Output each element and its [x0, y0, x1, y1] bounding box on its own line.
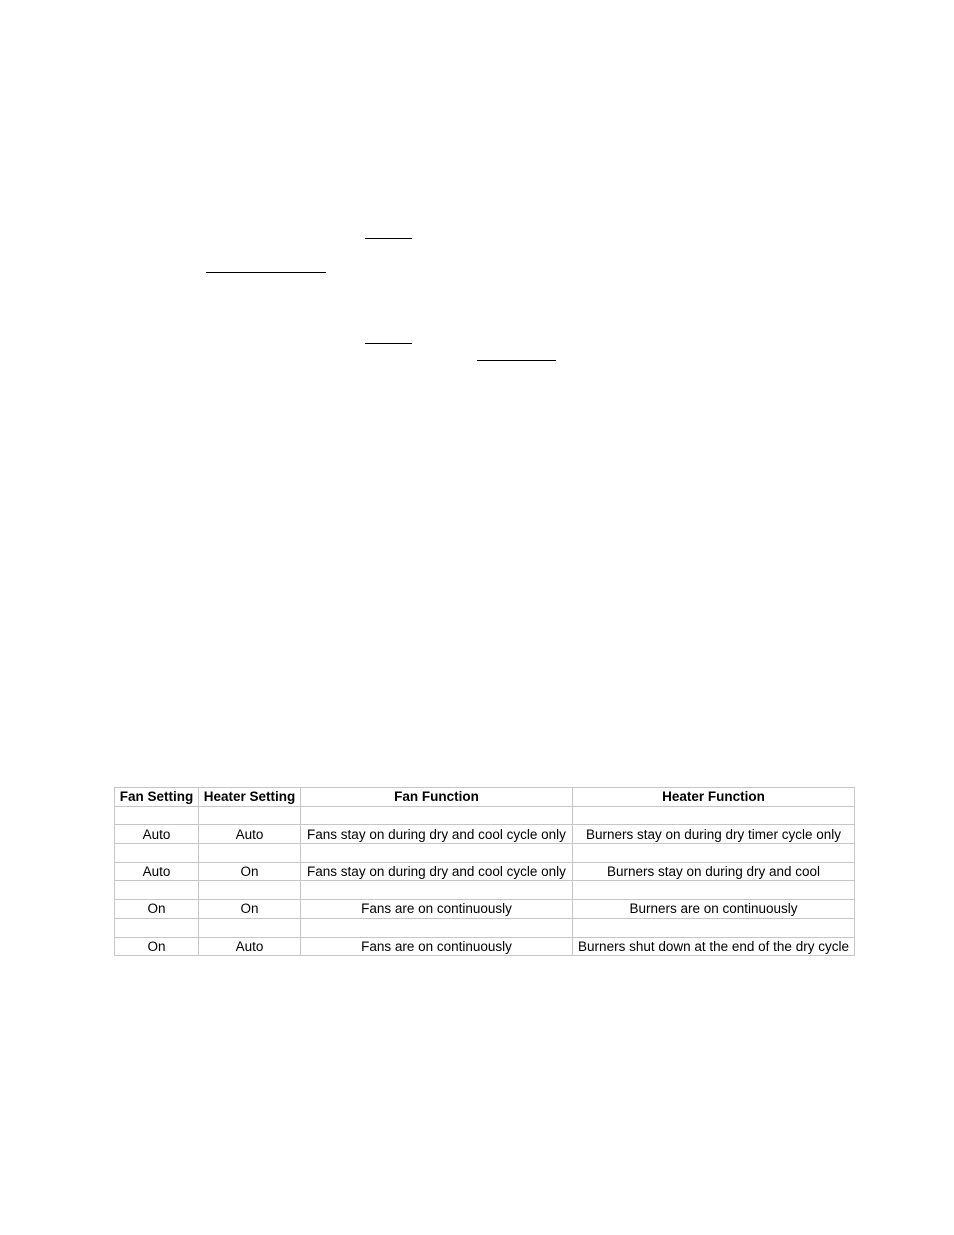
fan-setting-cell: Auto	[115, 862, 199, 881]
heater-setting-cell: Auto	[199, 825, 301, 844]
table-row	[115, 806, 855, 825]
table-row	[115, 900, 855, 919]
table-cell	[573, 918, 855, 937]
table-cell	[115, 844, 199, 863]
heater-setting-cell: On	[199, 862, 301, 881]
fan-setting-cell: On	[115, 937, 199, 956]
fan-function-cell: Fans stay on during dry and cool cycle only	[301, 862, 573, 881]
header-fan-setting: Fan Setting	[115, 788, 199, 807]
heater-setting-cell: On	[199, 900, 301, 919]
table-cell	[301, 881, 573, 900]
fan-function-cell: Fans are on continuously	[301, 900, 573, 919]
table-cell	[199, 881, 301, 900]
fan-function-cell: Fans stay on during dry and cool cycle only	[301, 825, 573, 844]
fan-function-cell: Fans are on continuously	[301, 937, 573, 956]
header-fan-function: Fan Function	[301, 788, 573, 807]
underline-rule	[365, 343, 412, 344]
fan-setting-cell: On	[115, 900, 199, 919]
header-heater-setting: Heater Setting	[199, 788, 301, 807]
table-cell	[301, 844, 573, 863]
table-cell	[573, 806, 855, 825]
table-cell	[301, 918, 573, 937]
table-cell	[199, 806, 301, 825]
table-row	[115, 918, 855, 937]
table-row	[115, 844, 855, 863]
heater-function-cell: Burners stay on during dry timer cycle only	[573, 825, 855, 844]
table-header-row	[115, 788, 855, 807]
underline-rule	[365, 238, 412, 239]
table-cell	[573, 881, 855, 900]
underline-rule	[206, 272, 326, 273]
header-heater-function: Heater Function	[573, 788, 855, 807]
table-cell	[199, 844, 301, 863]
heater-function-cell: Burners stay on during dry and cool	[573, 862, 855, 881]
table-cell	[115, 918, 199, 937]
table-cell	[301, 806, 573, 825]
table-cell	[573, 844, 855, 863]
table-cell	[115, 806, 199, 825]
table-row	[115, 881, 855, 900]
table-cell	[115, 881, 199, 900]
table-row	[115, 862, 855, 881]
table-row	[115, 825, 855, 844]
underline-rule	[477, 360, 556, 361]
fan-heater-settings-table	[114, 787, 855, 956]
fan-setting-cell: Auto	[115, 825, 199, 844]
heater-function-cell: Burners shut down at the end of the dry cycle	[573, 937, 855, 956]
table-row	[115, 937, 855, 956]
heater-setting-cell: Auto	[199, 937, 301, 956]
heater-function-cell: Burners are on continuously	[573, 900, 855, 919]
table-cell	[199, 918, 301, 937]
